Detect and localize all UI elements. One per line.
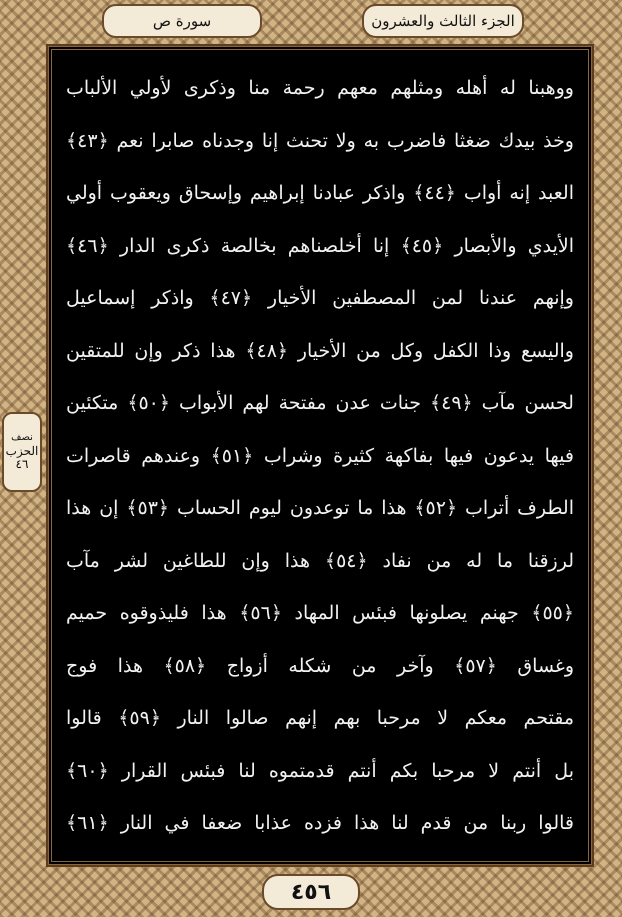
page-number-label: ٤٥٦ xyxy=(290,879,332,905)
text-line-3: العبد إنه أواب ﴿٤٤﴾ واذكر عبادنا إبراهيم وإسحاق ويعقوب أولي xyxy=(66,182,574,204)
hizb-marker-number: ٤٦ xyxy=(15,457,29,472)
text-line-15: قالوا ربنا من قدم لنا هذا فزده عذابا ضعفا في النار ﴿٦١﴾ xyxy=(66,812,574,834)
text-line-7: لحسن مآب ﴿٤٩﴾ جنات عدن مفتحة لهم الأبواب ﴿٥٠﴾ متكئين xyxy=(66,392,574,414)
hizb-marker xyxy=(2,412,42,492)
surah-header xyxy=(102,4,262,38)
text-line-14: بل أنتم لا مرحبا بكم أنتم قدمتموه لنا فبئس القرار ﴿٦٠﴾ xyxy=(66,759,574,782)
text-line-12: وغساق ﴿٥٧﴾ وآخر من شكله أزواج ﴿٥٨﴾ هذا فوج xyxy=(66,654,574,677)
text-line-8: فيها يدعون فيها بفاكهة كثيرة وشراب ﴿٥١﴾ وعندهم قاصرات xyxy=(66,444,574,467)
text-line-4: الأيدي والأبصار ﴿٤٥﴾ إنا أخلصناهم بخالصة ذكرى الدار ﴿٤٦﴾ xyxy=(66,234,574,257)
verse-lines xyxy=(66,62,574,849)
juz-title: الجزء الثالث والعشرون xyxy=(371,12,515,30)
hizb-marker-half: نصف xyxy=(11,432,33,444)
text-line-2: وخذ بيدك ضغثا فاضرب به ولا تحنث إنا وجدناه صابرا نعم ﴿٤٣﴾ xyxy=(66,129,574,152)
text-line-10: لرزقنا ما له من نفاد ﴿٥٤﴾ هذا وإن للطاغين لشر مآب xyxy=(66,549,574,572)
hizb-marker-label: الحزب xyxy=(5,443,39,458)
text-line-6: واليسع وذا الكفل وكل من الأخيار ﴿٤٨﴾ هذا ذكر وإن للمتقين xyxy=(66,339,574,362)
text-line-13: مقتحم معكم لا مرحبا بهم إنهم صالوا النار ﴿٥٩﴾ قالوا xyxy=(66,707,574,729)
text-line-1: ووهبنا له أهله ومثلهم معهم رحمة منا وذكرى لأولي الألباب xyxy=(66,77,574,99)
text-line-5: وإنهم عندنا لمن المصطفين الأخيار ﴿٤٧﴾ واذكر إسماعيل xyxy=(66,287,574,309)
page-number xyxy=(262,874,360,910)
text-line-11: ﴿٥٥﴾ جهنم يصلونها فبئس المهاد ﴿٥٦﴾ هذا فليذوقوه حميم xyxy=(66,602,574,624)
surah-title: سورة ص xyxy=(152,12,212,30)
text-frame xyxy=(48,46,592,865)
text-line-9: الطرف أتراب ﴿٥٢﴾ هذا ما توعدون ليوم الحساب ﴿٥٣﴾ إن هذا xyxy=(66,497,574,519)
juz-header xyxy=(362,4,524,38)
